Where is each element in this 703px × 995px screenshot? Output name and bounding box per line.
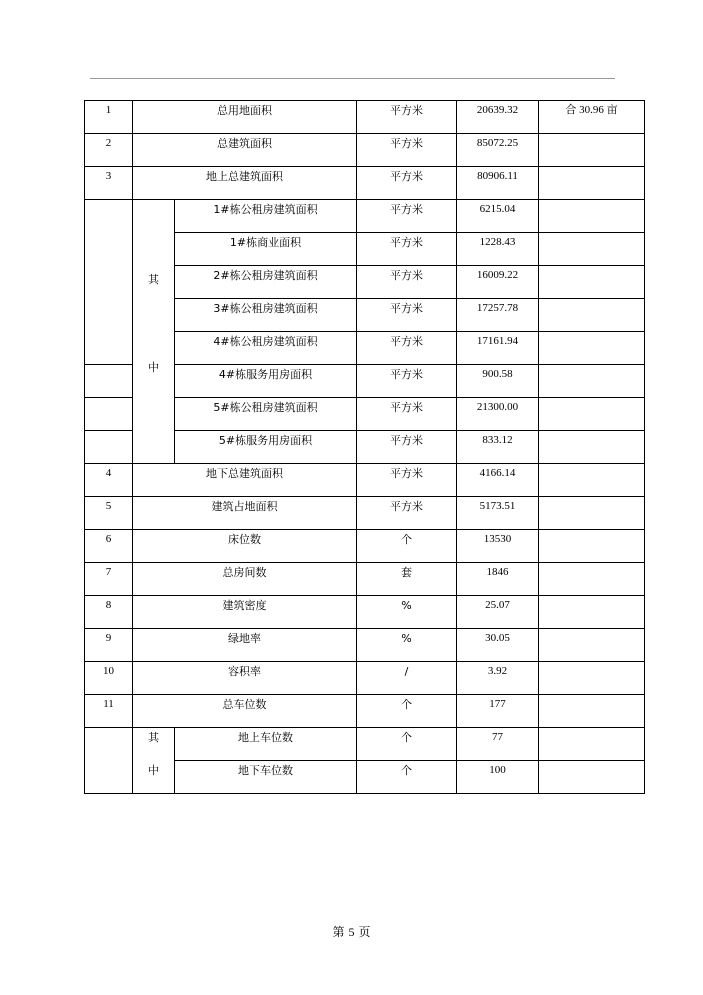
note-cell — [539, 167, 645, 200]
value-cell: 77 — [457, 728, 539, 761]
table-row — [85, 101, 645, 134]
sub-item-name: 5#栋服务用房面积 — [175, 431, 357, 464]
value-cell: 4166.14 — [457, 464, 539, 497]
value-cell: 6215.04 — [457, 200, 539, 233]
row-number: 6 — [85, 530, 133, 563]
table-row — [85, 662, 645, 695]
sub-item-name: 1#栋商业面积 — [175, 233, 357, 266]
value-cell: 17257.78 — [457, 299, 539, 332]
row-number: 9 — [85, 629, 133, 662]
header-rule — [90, 78, 615, 79]
note-cell — [539, 398, 645, 431]
row-number: 10 — [85, 662, 133, 695]
value-cell: 80906.11 — [457, 167, 539, 200]
value-cell: 25.07 — [457, 596, 539, 629]
note-cell — [539, 662, 645, 695]
note-cell — [539, 464, 645, 497]
table-row — [85, 200, 645, 233]
note-cell — [539, 266, 645, 299]
blank-number-cell — [85, 431, 133, 464]
item-name: 总建筑面积 — [133, 134, 357, 167]
unit-cell: 平方米 — [357, 299, 457, 332]
note-cell — [539, 233, 645, 266]
table-row — [85, 134, 645, 167]
page-number: 5 — [348, 925, 355, 939]
qizhong-char-2: 中 — [148, 361, 159, 374]
unit-cell: 套 — [357, 563, 457, 596]
qizhong-char-1: 其 — [148, 273, 159, 286]
qizhong-parking-cell — [133, 728, 175, 794]
item-name: 床位数 — [133, 530, 357, 563]
unit-cell: 平方米 — [357, 332, 457, 365]
table-row — [85, 629, 645, 662]
unit-cell: 平方米 — [357, 497, 457, 530]
row-number: 2 — [85, 134, 133, 167]
row-number: 3 — [85, 167, 133, 200]
table-row — [85, 563, 645, 596]
value-cell: 1228.43 — [457, 233, 539, 266]
note-cell — [539, 200, 645, 233]
footer-suffix: 页 — [358, 925, 371, 939]
item-name: 容积率 — [133, 662, 357, 695]
unit-cell: 个 — [357, 695, 457, 728]
value-cell: 177 — [457, 695, 539, 728]
note-cell — [539, 365, 645, 398]
item-name: 建筑密度 — [133, 596, 357, 629]
unit-cell: 平方米 — [357, 365, 457, 398]
note-cell — [539, 596, 645, 629]
blank-number-cell — [85, 398, 133, 431]
item-name: 总车位数 — [133, 695, 357, 728]
note-cell: 合 30.96 亩 — [539, 101, 645, 134]
item-name: 总用地面积 — [133, 101, 357, 134]
note-cell — [539, 530, 645, 563]
qizhong-parking-char-1: 其 — [148, 731, 159, 744]
value-cell: 17161.94 — [457, 332, 539, 365]
item-name: 地下总建筑面积 — [133, 464, 357, 497]
note-cell — [539, 497, 645, 530]
value-cell: 85072.25 — [457, 134, 539, 167]
item-name: 绿地率 — [133, 629, 357, 662]
row-number: 1 — [85, 101, 133, 134]
row-number: 4 — [85, 464, 133, 497]
unit-cell: 平方米 — [357, 200, 457, 233]
footer-prefix: 第 — [332, 925, 345, 939]
note-cell — [539, 563, 645, 596]
sub-item-name: 1#栋公租房建筑面积 — [175, 200, 357, 233]
table-row — [85, 728, 645, 761]
row-number: 11 — [85, 695, 133, 728]
item-name: 建筑占地面积 — [133, 497, 357, 530]
page-footer — [0, 923, 703, 940]
unit-cell: 平方米 — [357, 398, 457, 431]
item-name: 地上总建筑面积 — [133, 167, 357, 200]
blank-number-cell — [85, 365, 133, 398]
note-cell — [539, 431, 645, 464]
unit-cell: 平方米 — [357, 431, 457, 464]
blank-number-cell — [85, 728, 133, 794]
value-cell: 3.92 — [457, 662, 539, 695]
item-name: 总房间数 — [133, 563, 357, 596]
qizhong-parking-char-2: 中 — [148, 764, 159, 777]
value-cell: 900.58 — [457, 365, 539, 398]
row-number: 5 — [85, 497, 133, 530]
unit-cell: 平方米 — [357, 233, 457, 266]
technical-indicators-table — [84, 100, 645, 794]
note-cell — [539, 134, 645, 167]
qizhong-label-cell — [133, 200, 175, 464]
note-cell — [539, 728, 645, 761]
row-number: 7 — [85, 563, 133, 596]
unit-cell: % — [357, 596, 457, 629]
unit-cell: / — [357, 662, 457, 695]
table-row — [85, 695, 645, 728]
value-cell: 20639.32 — [457, 101, 539, 134]
blank-number-cell — [85, 200, 133, 365]
value-cell: 1846 — [457, 563, 539, 596]
value-cell: 21300.00 — [457, 398, 539, 431]
sub-item-name: 2#栋公租房建筑面积 — [175, 266, 357, 299]
unit-cell: 平方米 — [357, 134, 457, 167]
unit-cell: % — [357, 629, 457, 662]
table-row — [85, 167, 645, 200]
note-cell — [539, 761, 645, 794]
sub-item-name: 地上车位数 — [175, 728, 357, 761]
value-cell: 5173.51 — [457, 497, 539, 530]
table-row — [85, 530, 645, 563]
sub-item-name: 3#栋公租房建筑面积 — [175, 299, 357, 332]
value-cell: 16009.22 — [457, 266, 539, 299]
row-number: 8 — [85, 596, 133, 629]
value-cell: 833.12 — [457, 431, 539, 464]
sub-item-name: 5#栋公租房建筑面积 — [175, 398, 357, 431]
value-cell: 30.05 — [457, 629, 539, 662]
unit-cell: 平方米 — [357, 101, 457, 134]
table-row — [85, 497, 645, 530]
sub-item-name: 地下车位数 — [175, 761, 357, 794]
unit-cell: 平方米 — [357, 464, 457, 497]
unit-cell: 个 — [357, 761, 457, 794]
note-cell — [539, 629, 645, 662]
sub-item-name: 4#栋公租房建筑面积 — [175, 332, 357, 365]
note-cell — [539, 299, 645, 332]
note-cell — [539, 695, 645, 728]
value-cell: 100 — [457, 761, 539, 794]
unit-cell: 平方米 — [357, 167, 457, 200]
table-row — [85, 596, 645, 629]
unit-cell: 个 — [357, 530, 457, 563]
sub-item-name: 4#栋服务用房面积 — [175, 365, 357, 398]
unit-cell: 平方米 — [357, 266, 457, 299]
value-cell: 13530 — [457, 530, 539, 563]
unit-cell: 个 — [357, 728, 457, 761]
table-row — [85, 464, 645, 497]
note-cell — [539, 332, 645, 365]
